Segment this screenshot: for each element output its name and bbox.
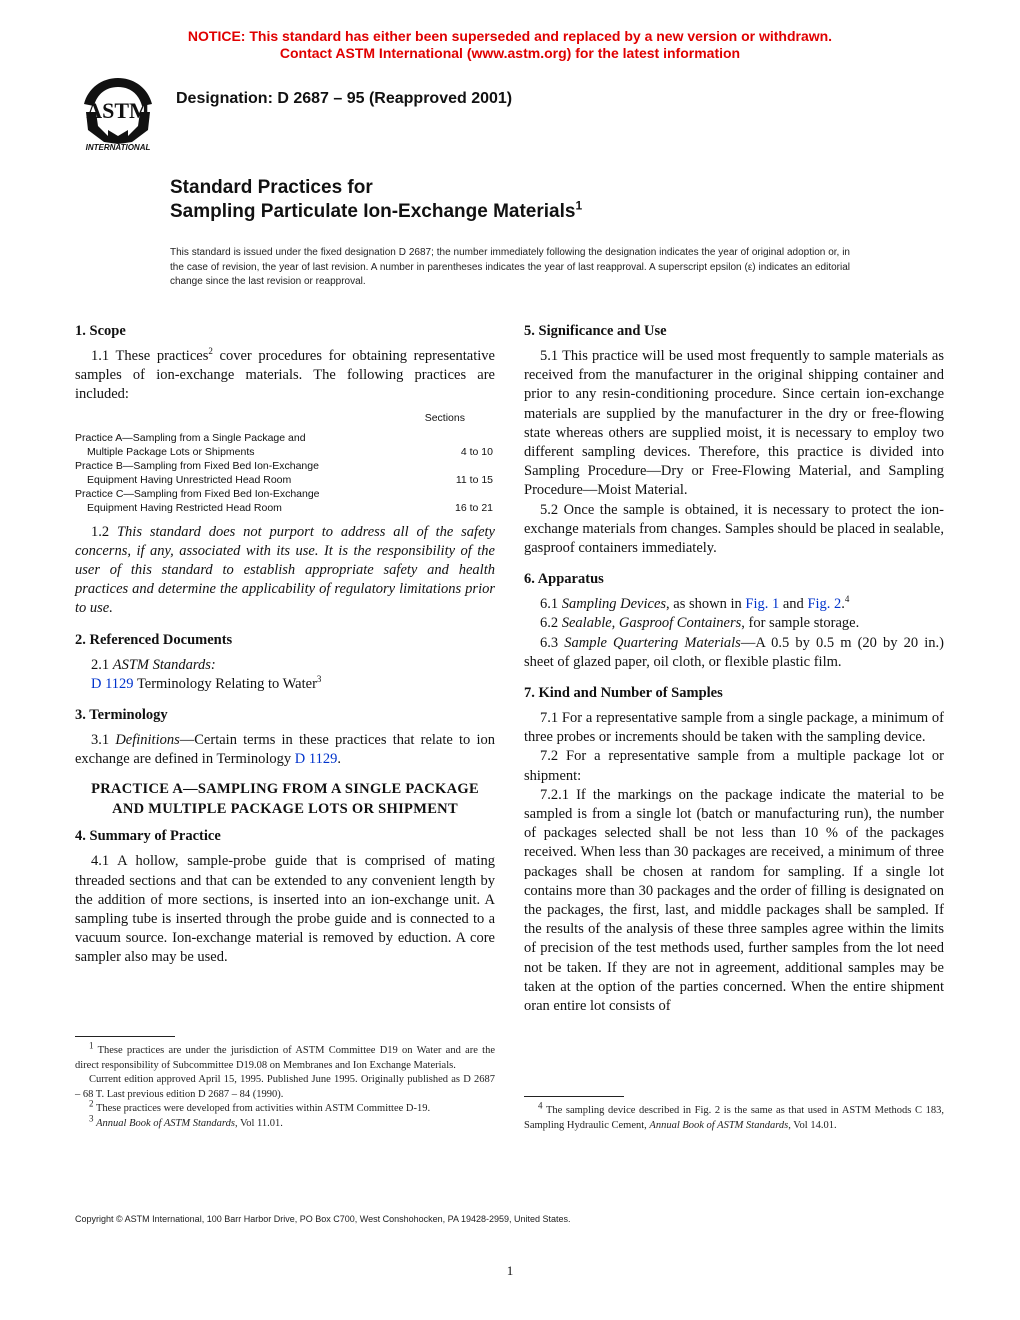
superseded-notice (0, 28, 1020, 62)
svg-text:ASTM: ASTM (86, 98, 150, 123)
paragraph-6-2: 6.2 Sealable, Gasproof Containers, for sample storage. (540, 615, 860, 632)
title-line-2: Sampling Particulate Ion-Exchange Materials$^1$ (170, 198, 583, 222)
notice-line-1: NOTICE: This standard has either been superseded and replaced by a new version or withdrawn. (187, 28, 833, 44)
paragraph-5-2: 5.2 Once the sample is obtained, it is necessary to protect the ion-exchange materials from changes. Samples should be placed in sealable, gasproof containers immediately. (524, 501, 944, 557)
footnote-divider-right (524, 1096, 624, 1097)
footnote-ref-4[interactable]: 4 (844, 594, 850, 605)
paragraph-4-1: 4.1 A hollow, sample-probe guide that is comprised of mating threaded sections and that can be extended to any convenient length by the addition of more sections, is inserted into an ion-exchange unit. A sampling tube is inserted through the probe guide and is connected to a vacuum source. Ion-exchange material is removed by eduction. A core sampler also may be used. (75, 853, 495, 966)
left-footnotes (75, 1040, 496, 1131)
page-number: 1 (506, 1263, 514, 1278)
left-column (75, 322, 495, 968)
paragraph-1-1: 1.1 These practices$^2$ cover procedures for obtaining representative samples of ion-exchange materials. The following practices are included: (75, 346, 495, 403)
d1129-link[interactable]: D 1129 (91, 675, 134, 692)
svg-text:INTERNATIONAL: INTERNATIONAL (85, 143, 151, 152)
astm-logo (72, 74, 164, 152)
section-heading-significance: 5. Significance and Use (524, 323, 667, 339)
d1129-link-2[interactable]: D 1129 (294, 751, 338, 768)
paragraph-6-1: 6.1 Sampling Devices, as shown in Fig. 1 and Fig. 2.$^4$ (540, 594, 850, 613)
sections-header: Sections (424, 411, 465, 424)
section-heading-kind-number: 7. Kind and Number of Samples (524, 685, 723, 702)
section-heading-terminology: 3. Terminology (75, 707, 168, 724)
fig-2-link[interactable]: Fig. 2 (807, 596, 842, 613)
right-footnotes (524, 1100, 944, 1133)
table-row: Practice A—Sampling from a Single Package and Multiple Package Lots or Shipments 4 to 10 (75, 431, 493, 458)
footnote-ref-2[interactable]: 2 (208, 346, 213, 357)
paragraph-5-1: 5.1 This practice will be used most frequently to sample materials as received from the manufacturer in the original shipping container and prior to any resin-conditioning procedure. Since certain ion-exchange materials are supplied by the manufacturer in the dry or free-flowing state whereas others are supplied moist, it is necessary to employ two different sampling devices. Therefore, this practice is divided into Sampling Procedure—Dry or Free-Flowing Material, and Sampling Procedure—Moist Material. (524, 348, 944, 499)
fig-1-link[interactable]: Fig. 1 (745, 596, 780, 613)
title-line-1: Standard Practices for (170, 177, 373, 198)
practice-a-heading: PRACTICE A—SAMPLING FROM A SINGLE PACKAGE AND MULTIPLE PACKAGE LOTS OR SHIPMENT (91, 781, 479, 818)
footnote-4: $^4$ The sampling device described in Fig. 2 is the same as that used in ASTM Methods C 183, Sampling Hydraulic Cement, Annual Book of ASTM Standards, Vol 14.01. (524, 1100, 944, 1131)
section-heading-apparatus: 6. Apparatus (524, 571, 604, 588)
reference-d1129: D 1129 Terminology Relating to Water$^3$ (91, 674, 322, 692)
section-heading-referenced-documents: 2. Referenced Documents (75, 631, 233, 648)
practices-table (75, 411, 495, 515)
footnote-2: $^2$ These practices were developed from activities within ASTM Committee D-19. (89, 1098, 431, 1114)
table-row: Practice B—Sampling from Fixed Bed Ion-Exchange Equipment Having Unrestricted Head Room 11 to 15 (75, 459, 493, 486)
section-heading-summary: 4. Summary of Practice (75, 828, 221, 845)
table-row: Practice C—Sampling from Fixed Bed Ion-Exchange Equipment Having Restricted Head Room 16 to 21 (75, 487, 493, 514)
paragraph-3-1: 3.1 Definitions—Certain terms in these practices that relate to ion exchange are defined in Terminology D 1129. (75, 732, 495, 768)
paragraph-2-1: 2.1 ASTM Standards: (91, 656, 216, 673)
issuance-note: This standard is issued under the fixed designation D 2687; the number immediately following the designation indicates the year of original adoption or, in the case of revision, the year of last revision. A number in parentheses indicates the year of last reapproval. A superscript epsilon (ε) indicates an editorial change since the last revision or reapproval. (170, 247, 850, 287)
paragraph-1-2: 1.2 This standard does not purport to address all of the safety concerns, if any, associated with its use. It is the responsibility of the user of this standard to establish appropriate safety and health practices and determine the applicability of regulatory limitations prior to use. (75, 523, 495, 617)
copyright-notice: Copyright © ASTM International, 100 Barr Harbor Drive, PO Box C700, West Conshohocken, PA 19428-2959, United States. (75, 1214, 571, 1224)
paragraph-7-2-1: 7.2.1 If the markings on the package indicate the material to be sampled is from a single lot (batch or manufacturing run), the number of packages selected shall be not less than 10 % of the packages received. When less than 30 packages are received, a minimum of three packages shall be chosen at random for sampling. If a single lot contains more than 30 packages and the order of filling is designated on the packages, the first, last, and middle packages shall be sampled. If the results of the analysis of these three samples agree within the limits of precision of the test methods used, further samples from the lot need not be taken. If they are not in agreement, additional samples may be taken at the option of the parties concerned. When the entire shipment oran entire lot consists of (524, 786, 944, 1015)
astm-logo-icon (72, 74, 164, 152)
section-heading-scope: 1. Scope (75, 323, 126, 339)
right-column (524, 322, 944, 1016)
designation: Designation: D 2687 – 95 (Reapproved 2001) (176, 90, 513, 107)
paragraph-7-2: 7.2 For a representative sample from a multiple package lot or shipment: (524, 748, 944, 784)
footnote-1: $^1$ These practices are under the jurisdiction of ASTM Committee D19 on Water and are the direct responsibility of Subcommittee D19.08 on Membranes and Ion Exchange Materials. (75, 1040, 496, 1071)
footnote-3: $^3$ Annual Book of ASTM Standards, Vol 11.01. (89, 1113, 283, 1129)
document-title (170, 176, 582, 224)
title-footnote-ref[interactable]: 1 (575, 198, 583, 213)
notice-line-2: Contact ASTM International (www.astm.org) for the latest information (279, 45, 741, 61)
paragraph-6-3: 6.3 Sample Quartering Materials—A 0.5 by 0.5 m (20 by 20 in.) sheet of glazed paper, oil cloth, or flexible plastic film. (524, 634, 945, 670)
paragraph-7-1: 7.1 For a representative sample from a single package, a minimum of three probes or increments should be taken with the sampling device. (524, 710, 944, 746)
footnote-1-edition: Current edition approved April 15, 1995. Published June 1995. Originally published as D 2687 – 68 T. Last previous edition D 2687 – 84 (1990). (75, 1074, 495, 1100)
footnote-ref-3[interactable]: 3 (316, 674, 322, 684)
footnote-divider-left (75, 1036, 175, 1037)
